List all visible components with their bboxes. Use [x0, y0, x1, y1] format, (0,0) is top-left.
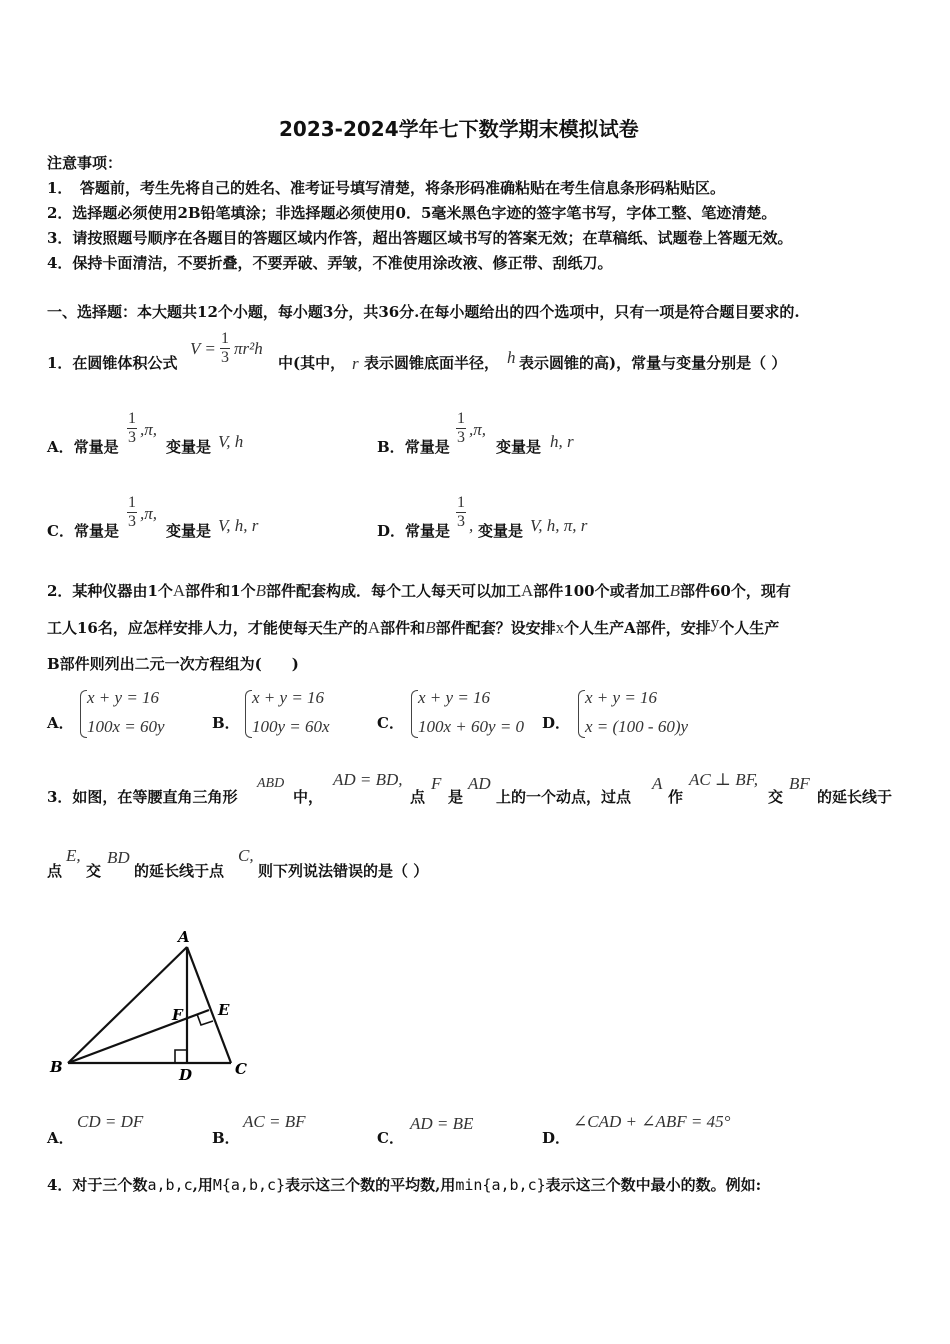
q2-option-c[interactable]: C．: [377, 714, 404, 732]
q2-option-b-eq2: 100y = 60x: [252, 717, 330, 736]
q1-option-c-const: ,π,: [140, 504, 158, 523]
q1-option-a-text: 变量是: [166, 438, 212, 456]
q3-option-c[interactable]: C．: [377, 1129, 404, 1147]
q2-option-d-eq2: x = (100 - 60)y: [585, 717, 689, 736]
right-angle-e: [197, 1014, 213, 1025]
q1-option-a-vars: V, h: [218, 432, 244, 451]
notice-item: 3．请按照题号顺序在各题目的答题区域内作答，超出答题区域书写的答案无效；在草稿纸、试题卷上答题无效。: [47, 229, 793, 247]
q1-option-b-const: ,π,: [469, 420, 487, 439]
q3-stem-d: 是: [448, 788, 464, 806]
brace-icon: [80, 690, 87, 738]
q3-stem-b: 中，: [293, 788, 324, 806]
q3-option-b[interactable]: B．: [212, 1129, 240, 1147]
q1-option-a-const: ,π,: [140, 420, 158, 439]
q3-E: E,: [66, 846, 81, 865]
q3-abd: ABD: [257, 776, 285, 791]
q2-option-a-eq2: 100x = 60y: [87, 717, 165, 736]
q3-stem-l: 则下列说法错误的是（ ）: [258, 862, 429, 880]
q3-cond: AD = BD,: [333, 770, 403, 789]
q3-perp: AC ⊥ BF,: [689, 770, 759, 789]
q2-option-d-eq1: x + y = 16: [585, 688, 658, 707]
section-heading: 一、选择题：本大题共12个小题，每小题3分，共36分.在每小题给出的四个选项中，只有一项是符合题目要求的.: [47, 303, 800, 321]
q1-option-d-vars: V, h, π, r: [530, 516, 588, 535]
q3-BD: BD: [107, 848, 130, 867]
q1-option-c[interactable]: C．常量是: [47, 522, 119, 540]
q3-stem-f: 作: [668, 788, 684, 806]
q2-line3: B部件则列出二元一次方程组为( ): [47, 655, 299, 673]
q3-C: C,: [238, 846, 254, 865]
brace-icon: [245, 690, 252, 738]
q3-option-c-expr: AD = BE: [410, 1114, 474, 1133]
q3-option-b-expr: AC = BF: [243, 1112, 306, 1131]
right-angle-d: [175, 1050, 187, 1063]
q3-AD: AD: [468, 774, 491, 793]
q1-option-c-fraction: 1 3: [128, 494, 136, 530]
brace-icon: [578, 690, 585, 738]
label-d: D: [179, 1066, 193, 1084]
q4-stem: 4．对于三个数a,b,c,用M{a,b,c}表示这三个数的平均数,用min{a,b,c}表示这三个数中最小的数。例如:: [47, 1176, 762, 1194]
q3-BF: BF: [789, 774, 810, 793]
brace-icon: [411, 690, 418, 738]
label-a: A: [178, 928, 190, 946]
q1-option-b-fraction: 1 3: [457, 410, 465, 446]
label-e: E: [218, 1001, 230, 1019]
q1-option-b-vars: h, r: [550, 432, 574, 451]
notice-heading: 注意事项：: [47, 154, 123, 172]
q3-A: A: [652, 774, 663, 793]
q3-option-a[interactable]: A．: [47, 1129, 74, 1147]
q3-stem-e: 上的一个动点，过点: [496, 788, 632, 806]
q2-line2: 工人16名，应怎样安排人力，才能使每天生产的A部件和B部件配套？设安排x个人生产A部件，安排y个人生产: [47, 613, 780, 637]
q1-option-d-text: 变量是: [478, 522, 524, 540]
q3-triangle-figure: [40, 920, 270, 1090]
q3-stem-a: 3．如图，在等腰直角三角形: [47, 788, 238, 806]
q1-stem-b: 中(其中，: [278, 354, 346, 372]
q3-F: F: [431, 774, 442, 793]
q2-option-c-eq2: 100x + 60y = 0: [418, 717, 525, 736]
q1-option-d[interactable]: D．常量是: [377, 522, 451, 540]
q3-option-a-expr: CD = DF: [77, 1112, 144, 1131]
q3-option-d-expr: ∠CAD + ∠ABF = 45°: [573, 1112, 731, 1131]
q1-stem-a: 1．在圆锥体积公式: [47, 354, 178, 372]
label-f: F: [172, 1006, 183, 1024]
q1-option-c-vars: V, h, r: [218, 516, 259, 535]
q1-formula: V =: [190, 339, 216, 358]
q1-option-b-text: 变量是: [496, 438, 542, 456]
q3-stem-h: 的延长线于: [817, 788, 893, 806]
q1-h: h: [507, 348, 516, 367]
q2-option-b-eq1: x + y = 16: [252, 688, 325, 707]
q2-option-c-eq1: x + y = 16: [418, 688, 491, 707]
q1-option-b[interactable]: B．常量是: [377, 438, 450, 456]
label-b: B: [50, 1058, 63, 1076]
q2-option-d[interactable]: D．: [542, 714, 571, 732]
notice-item: 4．保持卡面清洁，不要折叠，不要弄破、弄皱，不准使用涂改液、修正带、刮纸刀。: [47, 254, 613, 272]
q1-option-d-const: ,: [469, 516, 474, 535]
q2-option-a[interactable]: A．: [47, 714, 74, 732]
q2-option-b[interactable]: B．: [212, 714, 240, 732]
q1-option-d-fraction: 1 3: [457, 494, 465, 530]
q3-option-d[interactable]: D．: [542, 1129, 571, 1147]
q1-r: r: [352, 354, 359, 373]
q1-formula-fraction: 1 3: [221, 330, 229, 366]
q1-option-a[interactable]: A．常量是: [47, 438, 119, 456]
q1-stem-d: 表示圆锥的高)，常量与变量分别是（ ）: [519, 354, 787, 372]
q3-stem-i: 点: [47, 862, 63, 880]
q1-option-c-text: 变量是: [166, 522, 212, 540]
q3-stem-j: 交: [86, 862, 102, 880]
q2-option-a-eq1: x + y = 16: [87, 688, 160, 707]
q3-stem-c: 点: [410, 788, 426, 806]
notice-item: 1． 答题前，考生先将自己的姓名、准考证号填写清楚，将条形码准确粘贴在考生信息条形码粘贴区。: [47, 179, 725, 197]
q1-formula-tail: πr²h: [234, 339, 263, 358]
label-c: C: [235, 1060, 247, 1078]
q1-stem-c: 表示圆锥底面半径，: [364, 354, 500, 372]
page-title: 2023-2024学年七下数学期末模拟试卷: [279, 117, 639, 141]
side-ab: [68, 947, 187, 1063]
q3-stem-g: 交: [768, 788, 784, 806]
q3-stem-k: 的延长线于点: [134, 862, 225, 880]
notice-item: 2．选择题必须使用2B铅笔填涂；非选择题必须使用0．5毫米黑色字迹的签字笔书写，字体工整、笔迹清楚。: [47, 204, 777, 222]
q2-line1: 2．某种仪器由1个A部件和1个B部件配套构成．每个工人每天可以加工A部件100个或者加工B部件60个，现有: [47, 581, 791, 600]
q1-option-a-fraction: 1 3: [128, 410, 136, 446]
